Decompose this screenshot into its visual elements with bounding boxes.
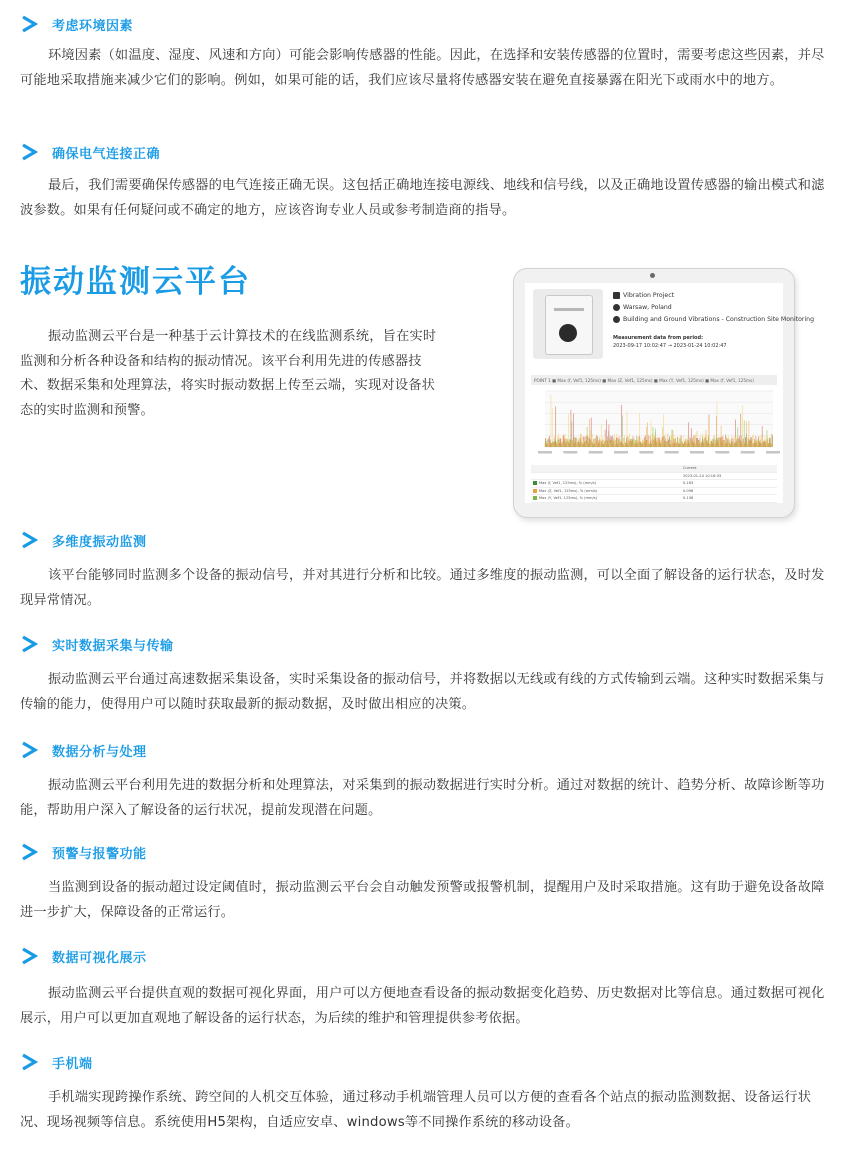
table-header-cell: Current [683, 466, 697, 471]
chart-tick-placeholder [614, 451, 628, 454]
chevron-right-icon [20, 143, 38, 161]
feature-header [20, 944, 147, 968]
location-name: Warsaw, Poland [623, 304, 672, 311]
table-cell: 0.163 [683, 481, 694, 486]
chart-tick-placeholder [639, 451, 653, 454]
mini-table [531, 465, 777, 503]
chart-tick-placeholder [715, 451, 729, 454]
table-cell: 2023-01-24 10:16:33 [683, 473, 722, 478]
chevron-right-icon [20, 1053, 38, 1071]
feature-paragraph: 振动监测云平台提供直观的数据可视化界面，用户可以方便地查看设备的振动数据变化趋势、历史数据对比等信息。通过数据可视化展示，用户可以更加直观地了解设备的运行状态，为后续的维护和管理提供参考依据。 [20, 986, 825, 1026]
feature-title: 多维度振动监测 [52, 534, 147, 550]
section-header [20, 140, 160, 164]
feature-header [20, 1050, 93, 1074]
section-header [20, 12, 133, 36]
feature-header [20, 738, 147, 762]
tablet-screen [525, 283, 815, 503]
table-row [531, 488, 777, 496]
feature-header [20, 840, 147, 864]
page-title: 振动监测云平台 [20, 264, 251, 300]
section-paragraph: 最后，我们需要确保传感器的电气连接正确无误。这包括正确地连接电源线、地线和信号线，以及正确地设置传感器的输出模式和滤波参数。如果有任何疑问或不确定的地方，应该咨询专业人员或参考制造商的指导。 [20, 178, 825, 218]
feature-paragraph: 该平台能够同时监测多个设备的振动信号，并对其进行分析和比较。通过多维度的振动监测，可以全面了解设备的运行状态，及时发现异常情况。 [20, 568, 825, 608]
table-row [531, 495, 777, 503]
feature-title: 实时数据采集与传输 [52, 638, 174, 654]
chart-tick-placeholder [589, 451, 603, 454]
feature-title: 预警与报警功能 [52, 846, 147, 862]
row-label: Max (f, Vef1, 125ms), % (mm/s) [539, 481, 597, 486]
vibration-chart [531, 387, 777, 461]
chevron-right-icon [20, 635, 38, 653]
feature-title: 数据可视化展示 [52, 950, 147, 966]
chevron-right-icon [20, 947, 38, 965]
intro-paragraph: 振动监测云平台是一种基于云计算技术的在线监测系统，旨在实时监测和分析各种设备和结构的振动情况。该平台利用先进的传感器技术、数据采集和处理算法，将实时振动数据上传至云端，实现对设备状态的实时监测和预警。 [20, 329, 437, 418]
section-paragraph: 环境因素（如温度、湿度、风速和方向）可能会影响传感器的性能。因此，在选择和安装传感器的位置时，需要考虑这些因素，并尽可能地采取措施来减少它们的影响。例如，如果可能的话，我们应该尽量将传感器安装在避免直接暴露在阳光下或雨水中的地方。 [20, 48, 825, 88]
chevron-right-icon [20, 843, 38, 861]
location-icon [613, 304, 620, 311]
chevron-right-icon [20, 15, 38, 33]
sensor-photo [533, 289, 603, 359]
project-name: Vibration Project [623, 292, 675, 299]
sensor-device [545, 295, 593, 355]
legend-bar: POINT 1 ■ Max (f, Vef1, 125ms) ■ Max (Z, Vef1, 125ms) ■ Max (Y, Vef1, 125ms) ■ Max (f, Vef1, 125ms) [531, 375, 777, 385]
feature-title: 手机端 [52, 1056, 93, 1072]
section-title: 考虑环境因素 [52, 18, 134, 34]
period-value: 2023-09-17 10:02:47 → 2023-01-24 10:02:47 [613, 343, 727, 349]
row-label: Max (Z, Vef1, 125ms), % (mm/s) [539, 488, 598, 493]
table-cell: 0.098 [683, 488, 694, 493]
table-row [531, 480, 777, 488]
project-line [613, 292, 674, 299]
period-label: Measurement data from period: [613, 335, 704, 341]
chevron-right-icon [20, 531, 38, 549]
camera-dot [650, 273, 655, 278]
feature-paragraph: 手机端实现跨操作系统、跨空间的人机交互体验，通过移动手机端管理人员可以方便的查看各个站点的振动监测数据、设备运行状况、现场视频等信息。系统使用H5架构，自适应安卓、windows等不同操作系统的移动设备。 [20, 1090, 812, 1130]
sensor-knob [559, 324, 577, 342]
chart-tick-placeholder [538, 451, 552, 454]
section-title: 确保电气连接正确 [52, 146, 161, 162]
feature-header [20, 632, 174, 656]
feature-title: 数据分析与处理 [52, 744, 147, 760]
monitoring-name: Building and Ground Vibrations - Construction Site Monitoring [623, 316, 815, 323]
row-label: Max (Y, Vef1, 125ms), % (mm/s) [539, 496, 598, 501]
chart-tick-placeholder [690, 451, 704, 454]
series-swatch [533, 481, 537, 485]
table-cell [531, 481, 683, 485]
feature-paragraph: 振动监测云平台利用先进的数据分析和处理算法，对采集到的振动数据进行实时分析。通过对数据的统计、趋势分析、故障诊断等功能，帮助用户深入了解设备的运行状况，提前发现潜在问题。 [20, 778, 825, 818]
table-cell [531, 496, 683, 500]
monitoring-line [613, 316, 814, 323]
series-swatch [533, 496, 537, 500]
table-cell: 0.136 [683, 496, 694, 501]
chart-tick-placeholder [563, 451, 577, 454]
feature-paragraph: 当监测到设备的振动超过设定阈值时，振动监测云平台会自动触发预警或报警机制，提醒用户及时采取措施。这有助于避免设备故障进一步扩大，保障设备的正常运行。 [20, 880, 825, 920]
sensor-label [554, 308, 584, 311]
series-swatch [533, 489, 537, 493]
tablet-screenshot [513, 268, 815, 518]
chevron-right-icon [20, 741, 38, 759]
chart-tick-placeholder [741, 451, 755, 454]
location-line [613, 304, 672, 311]
table-row [531, 473, 777, 481]
table-header-row [531, 465, 777, 473]
vibration-icon [613, 316, 620, 323]
project-icon [613, 292, 620, 299]
chart-plot-area [545, 391, 773, 447]
chart-tick-placeholder [665, 451, 679, 454]
table-cell [531, 489, 683, 493]
chart-tick-placeholder [766, 451, 780, 454]
feature-header [20, 528, 147, 552]
feature-paragraph: 振动监测云平台通过高速数据采集设备，实时采集设备的振动信号，并将数据以无线或有线的方式传输到云端。这种实时数据采集与传输的能力，使得用户可以随时获取最新的振动数据，及时做出相应的决策。 [20, 672, 825, 712]
